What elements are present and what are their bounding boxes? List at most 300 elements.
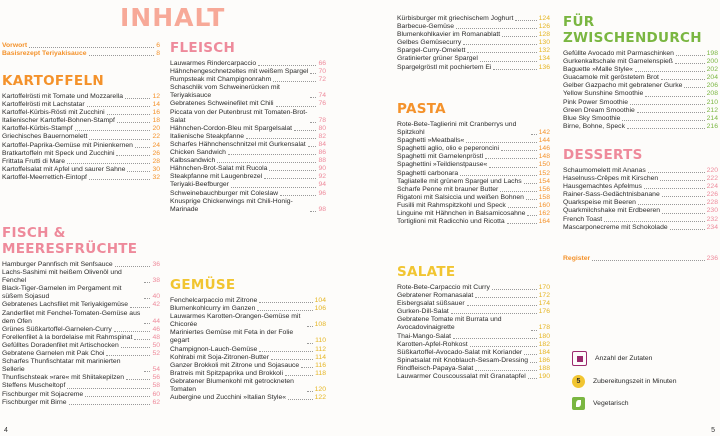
dot-leader [307,326,313,327]
page-number: 188 [538,364,550,372]
toc-entry[interactable] [563,175,718,183]
dot-leader [670,229,705,230]
page-number: 160 [538,201,550,209]
toc-entry[interactable] [170,141,326,149]
page-number: 198 [706,50,718,57]
toc-entry[interactable] [170,394,326,402]
dot-leader [604,221,704,222]
toc-entry[interactable] [2,391,160,399]
ingredients-count-icon [572,351,587,366]
dot-leader [144,282,150,283]
recipe-title: Kartoffel-Kürbis-Stampf [2,125,73,133]
page-number: 228 [706,199,718,207]
recipe-title: Fischburger mit Sojacreme [2,390,84,398]
page-number: 26 [152,149,160,157]
section-intro [2,42,160,58]
dot-leader [106,355,150,356]
dot-leader [661,79,705,80]
page-number: 176 [538,308,550,316]
toc-entry[interactable] [170,305,326,313]
recipe-title: Barbecue-Gemüse [397,23,455,31]
page-number: 150 [538,161,550,169]
toc-entry[interactable] [397,365,550,373]
dot-leader [660,180,704,181]
dot-leader [637,112,705,113]
page-number: 206 [706,82,718,90]
recipe-title: Fusilli mit Rahmspitzkohl und Speck [397,201,506,209]
toc-entry[interactable] [397,349,550,357]
toc-entry[interactable] [2,350,160,358]
toc-entry[interactable] [563,191,718,199]
recipe-title: Kartoffel-Kürbis-Rösti mit Zucchini [2,109,105,117]
dot-leader [107,114,151,115]
toc-entry[interactable] [397,194,550,202]
page-number: 6 [156,42,160,49]
recipe-title: Lachs-Sashimi mit heißem Olivenöl und Fenchel [2,269,122,285]
toc-entry[interactable] [397,357,550,365]
toc-entry[interactable] [170,190,326,198]
dot-leader [524,354,536,355]
toc-entry[interactable] [170,370,326,378]
dot-leader [228,154,317,155]
toc-entry[interactable] [397,210,550,218]
page-number: 84 [318,140,326,148]
page-number: 78 [318,116,326,124]
recipe-title: Black-Tiger-Garnelen im Pergament mit süßem Sojasud [2,285,122,301]
recipe-title: Lauwarmes Rindercarpaccio [170,60,257,67]
toc-entry[interactable] [397,55,550,63]
recipe-title: Gebratener Blumenkohl mit getrockneten Tomaten [170,377,294,394]
recipe-title: Hausgemachtes Apfelmus [563,183,642,191]
toc-entry[interactable] [170,354,326,362]
toc-entry[interactable] [397,316,550,332]
recipe-title: Italienischer Kartoffel-Bohnen-Stampf [2,117,115,125]
recipe-title: Hähnchen-Cordon-Bleu mit Spargelsalat [170,124,293,132]
dot-leader [310,122,316,123]
dot-leader [126,379,150,380]
toc-entry[interactable] [2,109,160,117]
recipe-title: Lauwarmes Karotten-Orangen-Gemüse mit Chicorée [170,313,301,329]
recipe-title: Quarkspeise mit Beeren [563,199,636,207]
dot-leader [67,163,150,164]
dot-leader [648,172,705,173]
page-number: 148 [538,153,550,161]
toc-entry[interactable] [563,82,718,90]
dot-leader [675,63,705,64]
toc-entry[interactable] [170,181,326,189]
toc-entry[interactable] [2,382,160,390]
toc-entry[interactable] [170,125,326,133]
page-number: 202 [706,66,718,74]
page-number: 132 [538,47,550,55]
dot-leader [307,343,313,344]
toc-entry[interactable] [170,76,326,84]
toc-entry[interactable] [2,310,160,326]
recipe-title: Italienische Steakpfanne [170,132,245,140]
page-number: 116 [315,361,326,369]
page-number: 120 [314,386,326,394]
dot-leader [528,378,537,379]
toc-entry[interactable] [2,117,160,125]
recipe-title: Ganzer Brokkoli mit Zitrone und Sojasauce [170,361,300,369]
recipe-title: Gebratene Tomate mit Burrata und Avocadovinaigrette [397,316,502,332]
page-number: 126 [538,23,550,31]
page-number: 72 [318,76,326,84]
recipe-title: Gurken-Dill-Salat [397,308,449,316]
toc-entry[interactable] [563,224,718,232]
recipe-title: Fischburger mit Birne [2,398,67,406]
section-kartoffeln [2,73,160,182]
page-number: 222 [706,175,718,183]
toc-entry[interactable] [2,399,160,407]
page-number: 22 [152,133,160,141]
dot-leader [524,183,537,184]
recipe-title: Kartoffel-Meerrettich-Eintopf [2,173,87,181]
recipe-title: Gebratenes Schweinefilet mit Chili [170,100,274,108]
dot-leader [310,97,316,98]
toc-entry[interactable] [397,333,550,341]
section-title-salate: SALATE [397,264,456,280]
page-number: 36 [152,261,160,268]
recipe-title: Spargel-Curry-Omelett [397,47,466,55]
toc-entry[interactable] [397,178,550,186]
toc-entry[interactable] [397,47,550,55]
page-number: 14 [152,101,160,109]
page-number: 164 [538,218,550,226]
recipe-title: Gratinierter grüner Spargel [397,55,478,63]
toc-entry[interactable] [170,329,326,345]
page-number: 48 [152,333,160,341]
toc-entry[interactable] [563,216,718,224]
toc-entry[interactable] [170,133,326,141]
recipe-title: Kartoffelsalat mit Apfel und saurer Sahne [2,165,126,173]
recipe-title: Thunfischsteak »rare« mit Shiitakepilzen [2,374,125,382]
dot-leader [463,44,536,45]
toc-entry[interactable] [397,341,550,349]
toc-entry[interactable] [2,101,160,109]
toc-entry[interactable] [2,125,160,133]
dot-leader [310,211,316,212]
dot-leader [75,130,151,131]
recipe-title: Spargelgröstl mit pochiertem Ei [397,63,492,71]
recipe-title: Bratreis mit Spitzpaprika und Brokkoli [170,369,283,377]
dot-leader [144,371,150,372]
toc-entry[interactable] [397,121,550,137]
recipe-title: Spinatsalat mit Knoblauch-Sesam-Dressing [397,356,529,364]
toc-entry[interactable] [170,60,326,68]
recipe-title: Rote-Bete-Taglierini mit Cranberrys und Spitzkohl [397,121,517,137]
toc-entry[interactable] [397,39,550,47]
recipe-title: Rote-Bete-Carpaccio mit Curry [397,284,490,291]
page-number: 70 [318,68,326,76]
toc-entry[interactable] [170,68,326,76]
dot-leader [87,106,151,107]
recipe-title: Gelber Gazpacho mit gebratener Gurke [563,82,683,90]
toc-entry[interactable] [170,173,326,181]
page-number: 106 [314,305,326,313]
page-number: 12 [152,93,160,100]
page-number: 142 [538,129,550,137]
recipe-title: Gefüllte Avocado mit Parmaschinken [563,50,674,57]
toc-entry[interactable] [563,207,718,215]
dot-leader [307,391,313,392]
page-number: 224 [706,183,718,191]
dot-leader [500,191,536,192]
recipe-title: Birne, Bohne, Speck [563,122,625,130]
section-pasta [397,101,550,226]
toc-entry[interactable] [397,292,550,300]
toc-entry[interactable] [2,42,160,50]
dot-leader [515,20,536,21]
page-number: 182 [538,340,550,348]
toc-entry[interactable] [170,100,326,108]
dot-leader [480,61,537,62]
toc-entry[interactable] [397,31,550,39]
page-number: 236 [706,255,718,262]
page-number: 96 [318,189,326,197]
vegetarian-icon [572,397,585,410]
section-title-desserts: DESSERTS [563,147,643,163]
toc-entry[interactable] [170,346,326,354]
toc-entry[interactable] [563,167,718,175]
dot-leader [310,73,316,74]
recipe-title: Hähnchen-Brot-Salat mit Rucola [170,165,268,173]
page-number: 118 [315,369,326,377]
toc-entry[interactable] [397,64,550,72]
toc-entry[interactable] [397,153,550,161]
toc-entry[interactable] [170,149,326,157]
toc-entry[interactable] [170,378,326,394]
dot-leader [89,179,151,180]
dot-leader [531,330,537,331]
page-number: 108 [314,321,326,329]
page-number: 156 [538,185,550,193]
recipe-title: Chicken Sandwich [170,149,226,157]
recipe-title: Quarkmilchshake mit Erdbeeren [563,207,661,215]
page-number: 114 [315,353,326,361]
toc-entry[interactable] [2,326,160,334]
section-fisch [2,225,160,407]
toc-entry[interactable] [2,166,160,174]
toc-entry[interactable] [2,174,160,182]
section-cont [397,15,550,72]
toc-entry[interactable] [397,218,550,226]
toc-entry[interactable] [563,115,718,123]
recipe-title: Blue Sky Smoothie [563,114,621,122]
page-number: 54 [152,366,160,374]
recipe-title: Vorwort [2,42,28,49]
page-number: 232 [706,215,718,223]
page-number: 170 [538,284,550,291]
page-number: 80 [318,124,326,132]
toc-entry[interactable] [397,373,550,381]
toc-entry[interactable] [397,145,550,153]
toc-entry[interactable] [2,158,160,166]
page-number: 28 [152,157,160,165]
dot-leader [453,338,537,339]
recipe-title: Register [563,255,591,262]
recipe-title: Rindfleisch-Papaya-Salat [397,364,474,372]
toc-entry[interactable] [563,255,718,263]
toc-entry[interactable] [2,133,160,141]
dot-leader [144,323,150,324]
toc-entry[interactable] [2,142,160,150]
dot-leader [493,69,536,70]
dot-leader [460,175,536,176]
recipe-title: Süßkartoffel-Avocado-Salat mit Koriander [397,348,523,356]
dot-leader [645,96,704,97]
toc-entry[interactable] [2,358,160,374]
page-number: 122 [314,394,326,402]
recipe-title: Gurkenkaltschale mit Garnelenspieß [563,58,673,66]
page-number: 186 [538,356,550,364]
page-number: 66 [318,60,326,67]
toc-entry[interactable] [563,107,718,115]
toc-entry[interactable] [170,198,326,214]
recipe-title: Kartoffelrösti mit Tomate und Mozzarella [2,93,124,100]
toc-entry[interactable] [563,74,718,82]
recipe-title: Mariniertes Gemüse mit Feta in der Folie gegart [170,329,294,345]
toc-entry[interactable] [397,202,550,210]
recipe-title: Karotten-Apfel-Rohkost [397,340,468,348]
page-number: 8 [156,50,160,58]
dot-leader [294,130,316,131]
toc-entry[interactable] [2,50,160,58]
section-fleisch [170,40,326,214]
dot-leader [467,52,536,53]
dot-leader [280,195,316,196]
page-number: 184 [538,348,550,356]
page-number: 216 [706,122,718,130]
dot-leader [622,120,704,121]
legend-label: Vegetarisch [593,400,629,407]
toc-entry[interactable] [2,334,160,342]
dot-leader [269,170,316,171]
page-number: 212 [706,106,718,114]
dot-leader [117,122,151,123]
toc-entry[interactable] [170,297,326,305]
toc-entry[interactable] [170,165,326,173]
page-number: 162 [538,210,550,218]
toc-entry[interactable] [397,308,550,316]
toc-entry[interactable] [397,137,550,145]
dot-leader [662,196,705,197]
section-title-fleisch: FLEISCH [170,40,236,56]
recipe-title: Gelbes Gemüsecurry [397,39,462,47]
toc-entry[interactable] [170,84,326,100]
recipe-title: Mascarponecreme mit Schokolade [563,223,668,231]
page-number: 112 [315,345,326,353]
toc-entry[interactable] [2,150,160,158]
recipe-title: Green Dream Smoothie [563,106,635,114]
dot-leader [662,213,705,214]
page-number: 226 [706,191,718,199]
dot-leader [530,362,537,363]
toc-entry[interactable] [170,109,326,125]
dot-leader [217,162,316,163]
toc-entry[interactable] [2,374,160,382]
dot-leader [135,147,150,148]
page-number: 40 [152,293,160,301]
toc-entry[interactable] [170,362,326,370]
recipe-title: Grünes Süßkartoffel-Garnelen-Curry [2,325,112,333]
toc-entry[interactable] [397,23,550,31]
dot-leader [69,404,151,405]
toc-entry[interactable] [170,313,326,329]
recipe-title: Champignon-Lauch-Gemüse [170,345,258,353]
recipe-title: Schaschlik vom Schweinerücken mit Teriyakisauce [170,84,280,100]
dot-leader [116,155,150,156]
toc-entry[interactable] [397,186,550,194]
page-number: 38 [152,277,160,285]
recipe-title: Basisrezept Teriyakisauce [2,50,87,58]
toc-entry[interactable] [397,170,550,178]
legend-label: Anzahl der Zutaten [595,355,653,362]
prep-time-icon: 5 [572,375,585,388]
toc-entry[interactable] [170,157,326,165]
page-number: 88 [318,157,326,165]
toc-entry[interactable] [2,285,160,301]
recipe-title: Gefülltes Doradenfilet mit Artischocken [2,341,119,349]
recipe-title: Blumenkohlkavier im Romanablatt [397,31,501,39]
legend-item [572,351,712,366]
recipe-title: Teriyaki-Beefburger [170,181,229,189]
page-number: 152 [538,169,550,177]
recipe-title: Zanderfilet mit Fenchel-Tomaten-Gemüse aus dem Ofen [2,309,141,325]
toc-entry[interactable] [563,183,718,191]
page-number: 104 [314,297,326,304]
page-number: 20 [152,125,160,133]
toc-entry[interactable] [2,93,160,101]
page-number: 110 [315,337,326,345]
page-number: 180 [538,332,550,340]
toc-entry[interactable] [2,301,160,309]
dot-leader [125,98,150,99]
page-number: 146 [538,145,550,153]
dot-leader [592,260,704,261]
recipe-title: Rigatoni mit Salsiccia und weißen Bohnen [397,193,524,201]
toc-entry[interactable] [563,58,718,66]
recipe-title: Kartoffelrösti mit Lachstatar [2,101,85,109]
page-number: 86 [318,149,326,157]
toc-entry[interactable] [563,66,718,74]
toc-entry[interactable] [2,269,160,285]
page-number: 208 [706,90,718,98]
toc-entry[interactable] [563,90,718,98]
toc-entry[interactable] [2,342,160,350]
recipe-title: Gebratene Garnelen mit Pak Choi [2,350,105,358]
page-number: 220 [706,167,718,174]
toc-entry[interactable] [2,261,160,269]
toc-entry[interactable] [563,123,718,131]
dot-leader [466,142,536,143]
page-number: 74 [318,92,326,100]
dot-leader [144,298,150,299]
page-number: 130 [538,39,550,47]
recipe-title: Guacamole mit geröstetem Brot [563,74,659,82]
toc-entry[interactable] [563,50,718,58]
dot-leader [85,396,150,397]
toc-entry[interactable] [563,99,718,107]
toc-entry[interactable] [397,300,550,308]
dot-leader [527,215,536,216]
dot-leader [273,81,316,82]
toc-entry[interactable] [563,199,718,207]
toc-entry[interactable] [397,161,550,169]
toc-entry[interactable] [397,15,550,23]
toc-entry[interactable] [397,284,550,292]
dot-leader [264,178,316,179]
